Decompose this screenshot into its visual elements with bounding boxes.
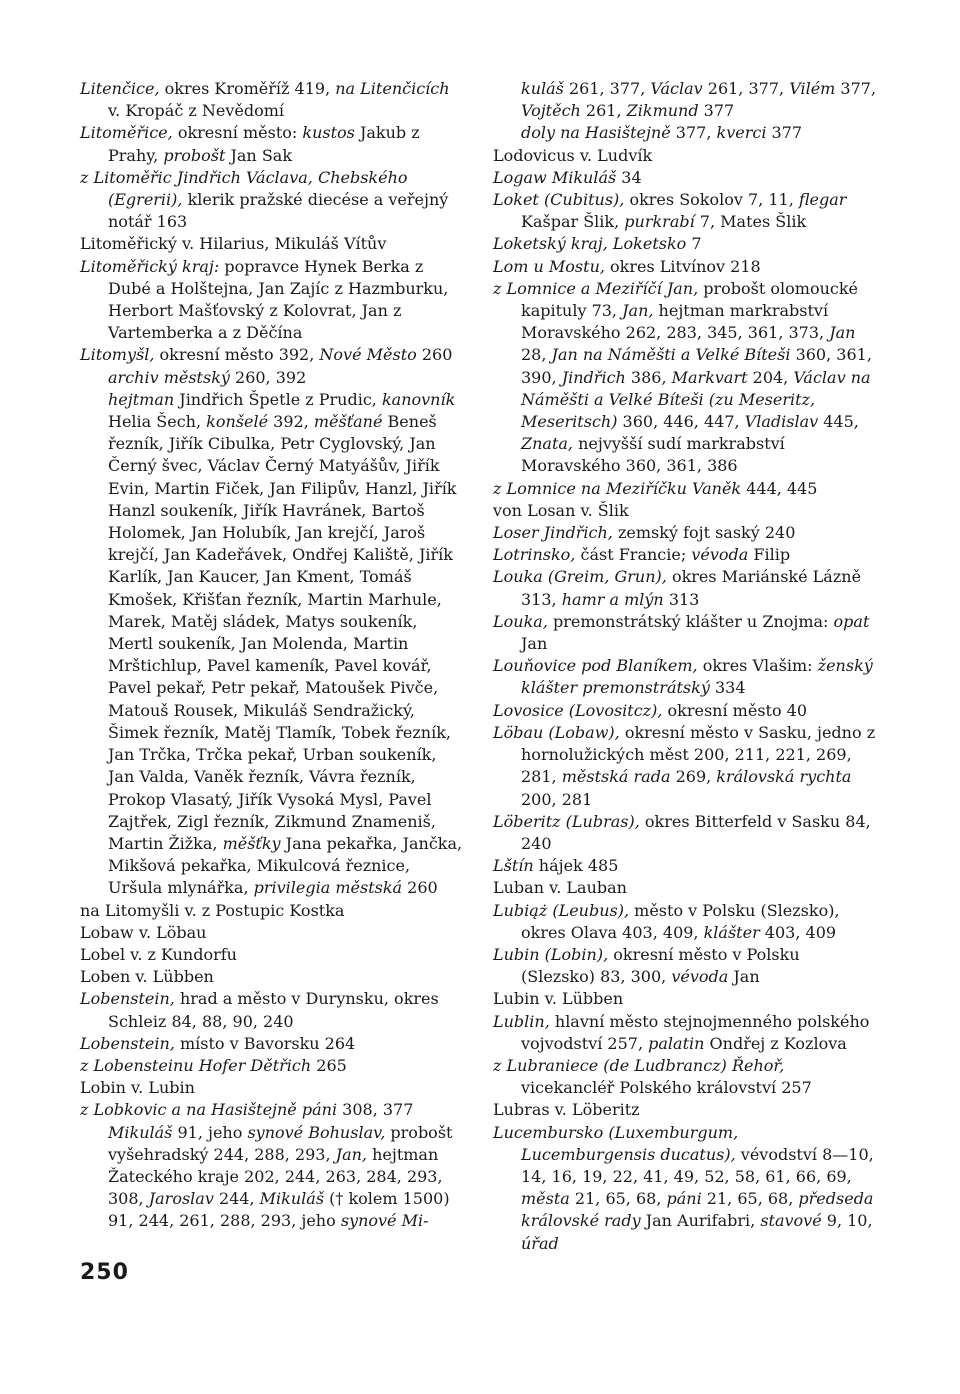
left-index-entry [80, 1055, 464, 1077]
italic-term: probošt [163, 145, 226, 165]
right-index-entry [493, 855, 877, 877]
entry-text: 334 [709, 678, 746, 698]
right-index-entry [493, 877, 877, 899]
italic-term: hejtman [108, 389, 175, 409]
italic-term: z Lobkovic a na Hasištejně páni [80, 1100, 338, 1120]
italic-term: Lublin, [493, 1011, 550, 1031]
right-index-entry [493, 544, 877, 566]
entry-text: 7 [686, 234, 702, 254]
entry-text: Lubras v. Löberitz [493, 1100, 640, 1120]
right-index-entry [493, 522, 877, 544]
right-column [493, 78, 877, 1255]
italic-term: z Litoměřic Jindřich Václava, Chebského (Egrerii), [80, 167, 408, 210]
italic-term: Vilém [789, 79, 836, 98]
italic-term: Jan, [335, 1144, 367, 1164]
entry-text: 360, 446, 447, [617, 412, 745, 432]
left-index-entry [80, 122, 464, 166]
right-index-entry [493, 811, 877, 855]
italic-term: Loser Jindřich, [493, 523, 613, 543]
entry-text: 403, 409 [759, 922, 837, 942]
entry-text: 244, [213, 1189, 260, 1209]
right-index-entry [493, 988, 877, 1010]
italic-term: klášter [703, 922, 760, 942]
italic-term: Jan na Náměšti a Velké Bíteši [551, 345, 791, 365]
left-index-entry [80, 344, 464, 366]
entry-text: hájek 485 [533, 856, 619, 876]
entry-text: zemský fojt saský 240 [612, 523, 796, 543]
entry-text: 260 [416, 345, 453, 365]
italic-term: města [521, 1189, 570, 1209]
entry-text: 445, [818, 412, 859, 432]
italic-term: hamr a mlýn [561, 589, 664, 609]
entry-text: vicekancléř Polského království 257 [521, 1078, 812, 1098]
italic-term: z Lomnice a Meziříčí Jan, [493, 278, 699, 298]
entry-text: okres Sokolov 7, 11, [624, 190, 799, 210]
entry-text: 377, [835, 79, 877, 98]
entry-text: popravce Hynek Berka z Dubé a Holštejna, Jan Zajíc z Hazmburku, Herbort Mašťovský z Kolovrat, Jan z Vartemberka a z Děčína [108, 256, 449, 343]
entry-text: okres Vlašim: [697, 656, 818, 676]
right-index-entry [493, 500, 877, 522]
right-index-entry [493, 944, 877, 988]
italic-term: Louňovice pod Blaníkem, [493, 656, 698, 676]
right-index-entry [493, 722, 877, 811]
italic-term: kuláš [521, 79, 564, 98]
italic-term: kanovník [381, 389, 456, 409]
italic-term: předseda královské rady [521, 1189, 874, 1231]
right-index-entry [493, 478, 877, 500]
entry-text: 260, 392 [229, 367, 307, 387]
entry-text: 7, Mates Šlik [694, 212, 807, 232]
italic-term: opat [833, 611, 870, 631]
italic-term: Mikuláš [108, 1122, 173, 1142]
entry-text: Jan [521, 634, 548, 654]
italic-term: Jaroslav [148, 1189, 214, 1209]
italic-term: Jindřich [561, 367, 626, 387]
entry-text: 377 [766, 123, 803, 143]
entry-text: 260 [402, 878, 438, 898]
italic-term: Lubin (Lobin), [493, 944, 609, 964]
italic-term: Znata, [521, 434, 574, 454]
entry-text: 21, 65, 68, [701, 1189, 799, 1209]
left-index-entry [80, 1077, 464, 1099]
italic-term: synové Bohuslav, [247, 1122, 386, 1142]
left-index-entry [80, 167, 464, 234]
italic-term: na Litenčicích [335, 79, 450, 98]
entry-text: Luban v. Lauban [493, 878, 627, 898]
entry-text: Jana pekařka, Jančka, Mikšová pekařka, Mikulcová řeznice, Uršula mlynářka, [108, 833, 463, 898]
entry-text: Ondřej z Kozlova [704, 1033, 847, 1053]
italic-term: Lucembursko (Luxemburgum, Lucemburgensis ducatus), [493, 1122, 739, 1164]
italic-term: měšťky [222, 833, 281, 853]
entry-text: Lodovicus v. Ludvík [493, 145, 653, 165]
entry-text: 261, 377, [702, 79, 790, 98]
entry-text: Beneš řezník, Jiřík Cibulka, Petr Cyglovský, Jan Černý švec, Václav Černý Matyášův, Jiřík Evin, Martin Fiček, Jan Filipův, Hanzl, Jiřík Hanzl soukeník, Jiřík Havránek, Bartoš Holomek, Jan Holubík, Jan krejčí, Jaroš krejčí, Jan Kadeřávek, Ondřej Kaliště, Jiřík Karlík, Jan Kaucer, Jan Kment, Tomáš Kmošek, Křišťan řezník, Martin Marhule, Marek, Matěj sládek, Matys soukeník, Mertl soukeník, Jan Molenda, Martin Mrštichlup, Pavel kameník, Pavel kovář, Pavel pekař, Petr pekař, Matoušek Pivče, Matouš Rousek, Mikuláš Sendražický, Šimek řezník, Matěj Tlamík, Tobek řezník, Jan Trčka, Trčka pekař, Urban soukeník, Jan Valda, Vaněk řezník, Vávra řezník, Prokop Vlasatý, Jiřík Vysoká Mysl, Pavel Zajtřek, Zigl řezník, Zikmund Znameniš, Martin Žižka, [108, 412, 457, 853]
italic-term: královská rychta [716, 767, 852, 787]
entry-text: 392, [268, 412, 314, 432]
entry-text: Lobaw v. Löbau [80, 922, 207, 942]
italic-term: Václav [650, 79, 703, 98]
entry-text: hejtman Žateckého kraje 202, 244, 263, 284, 293, 308, [108, 1144, 443, 1209]
entry-text: okres Litvínov 218 [604, 256, 761, 276]
entry-text: premonstrátský klášter u Znojma: [547, 611, 834, 631]
left-index-entry [80, 1033, 464, 1055]
italic-term: Loketský kraj, Loketsko [493, 234, 687, 254]
entry-text: 386, [625, 367, 672, 387]
italic-term: Litoměřice, [80, 123, 173, 143]
entry-text: část Francie; [575, 545, 692, 565]
entry-text: okresní město 392, [154, 345, 320, 365]
entry-text: Filip [748, 545, 791, 565]
left-index-entry [80, 988, 464, 1032]
italic-term: Jan, [622, 301, 654, 321]
italic-term: Jan [829, 323, 856, 343]
entry-text: Loben v. Lübben [80, 967, 214, 987]
entry-text: probošt olomoucké kapituly 73, [521, 278, 859, 321]
italic-term: konšelé [206, 412, 269, 432]
entry-text: 265 [311, 1055, 347, 1075]
italic-term: páni [666, 1189, 702, 1209]
entry-text: na Litomyšli v. z Postupic Kostka [80, 900, 345, 920]
entry-text: okresní město: [172, 123, 303, 143]
right-index-entry [493, 278, 877, 478]
left-column [80, 78, 464, 1233]
entry-text: Litoměřický v. Hilarius, Mikuláš Vítův [80, 234, 387, 254]
italic-term: Lom u Mostu, [493, 256, 605, 276]
entry-text: 91, jeho [172, 1122, 248, 1142]
italic-term: Löbau (Lobaw), [493, 722, 620, 742]
right-index-entry [493, 1055, 877, 1099]
entry-text: 313 [663, 589, 700, 609]
italic-term: purkrabí [624, 212, 695, 232]
italic-term: Lotrinsko, [493, 545, 576, 565]
entry-text: 28, [521, 345, 552, 365]
italic-term: Loket (Cubitus), [493, 190, 625, 210]
italic-term: synové Mi- [340, 1211, 429, 1231]
entry-text: Jan Sak [225, 145, 293, 165]
italic-term: Louka (Greim, Grun), [493, 567, 667, 587]
entry-text: nejvyšší sudí markrabství Moravského 360, 361, 386 [521, 434, 785, 476]
italic-term: Markvart [671, 367, 748, 387]
entry-text: hejtman markrabství Moravského 262, 283, 345, 361, 373, [521, 301, 830, 343]
italic-term: Litoměřický kraj: [80, 256, 220, 276]
italic-term: Litenčice, [80, 79, 160, 98]
italic-term: úřad [521, 1233, 559, 1253]
entry-text: 261, 377, [563, 79, 651, 98]
entry-text: okresní město v Polsku (Slezsko) 83, 300, [521, 944, 800, 987]
right-index-entry [493, 256, 877, 278]
left-index-subentry [80, 389, 464, 900]
entry-text: okres Mariánské Lázně 313, [521, 567, 862, 609]
entry-text: okresní město v Sasku, jedno z hornolužických měst 200, 211, 221, 269, 281, [521, 722, 876, 787]
italic-term: městská rada [561, 767, 671, 787]
italic-term: flegar [798, 190, 847, 210]
italic-term: Lštín [493, 856, 534, 876]
entry-text: von Losan v. Šlik [493, 500, 629, 520]
entry-text: Lobel v. z Kundorfu [80, 944, 237, 964]
entry-text: 200, 281 [521, 789, 593, 809]
entry-text: 444, 445 [741, 478, 818, 498]
italic-term: kustos [302, 123, 355, 143]
italic-term: vévoda [691, 545, 749, 565]
entry-text: 269, [670, 767, 717, 787]
italic-term: z Lubraniece (de Ludbrancz) Řehoř, [493, 1055, 785, 1075]
entry-text: 261, [580, 101, 627, 121]
italic-term: Löberitz (Lubras), [493, 811, 640, 831]
italic-term: vévoda [671, 967, 729, 987]
entry-text: klerik pražské diecése a veřejný notář 163 [108, 190, 449, 232]
right-index-entry [493, 566, 877, 610]
italic-term: Louka, [493, 611, 548, 631]
right-index-entry [493, 700, 877, 722]
left-index-entry [80, 944, 464, 966]
entry-text: Kašpar Šlik, [521, 212, 625, 232]
entry-text: okres Bitterfeld v Sasku 84, 240 [521, 811, 871, 853]
entry-text: Lobin v. Lubin [80, 1078, 195, 1098]
entry-text: 34 [616, 167, 642, 187]
entry-text: 21, 65, 68, [569, 1189, 667, 1209]
italic-term: privilegia městská [253, 878, 403, 898]
entry-text: okresní město 40 [662, 700, 808, 720]
italic-term: Lovosice (Lovositcz), [493, 700, 663, 720]
entry-text: probošt vyšehradský 244, 288, 293, [108, 1122, 453, 1164]
left-index-entry [80, 922, 464, 944]
entry-text: 360, 361, 390, [521, 345, 872, 387]
italic-term: stavové [760, 1211, 822, 1231]
italic-term: Nové Město [319, 345, 417, 365]
right-index-entry [493, 1122, 877, 1255]
italic-term: měšťané [313, 412, 383, 432]
entry-text: hrad a město v Durynsku, okres Schleiz 84, 88, 90, 240 [108, 989, 439, 1031]
italic-term: Zikmund [626, 101, 699, 121]
entry-text: 9, 10, [821, 1211, 873, 1231]
right-index-entry [493, 145, 877, 167]
left-index-subentry [80, 367, 464, 389]
entry-text: Jan [728, 967, 760, 987]
italic-term: Lobenstein, [80, 1033, 175, 1053]
italic-term: kverci [716, 123, 767, 143]
right-index-subentry [493, 122, 877, 144]
entry-text: 204, [747, 367, 794, 387]
entry-text: místo v Bavorsku 264 [174, 1033, 356, 1053]
italic-term: Vladislav [744, 412, 819, 432]
italic-term: doly na Hasištejně [521, 123, 671, 143]
right-index-entry [493, 1011, 877, 1055]
italic-term: z Lobensteinu Hofer Dětřich [80, 1055, 312, 1075]
entry-text: hlavní město stejnojmenného polského vojvodství 257, [521, 1011, 870, 1053]
right-index-entry [493, 900, 877, 944]
italic-term: Litomyšl, [80, 345, 155, 365]
entry-text: Jindřich Špetle z Prudic, [174, 389, 382, 409]
italic-term: Lobenstein, [80, 989, 175, 1009]
right-index-subentry [493, 78, 877, 122]
right-index-entry [493, 1099, 877, 1121]
right-index-entry [493, 611, 877, 655]
italic-term: palatin [648, 1033, 705, 1053]
left-index-entry [80, 1099, 464, 1121]
left-index-entry [80, 256, 464, 345]
entry-text: 308, 377 [337, 1100, 414, 1120]
italic-term: ženský klášter premonstrátský [521, 656, 873, 698]
italic-term: Vojtěch [521, 101, 581, 121]
right-index-entry [493, 233, 877, 255]
page-number: 250 [80, 1260, 129, 1285]
entry-text: Jakub z Prahy, [108, 123, 420, 165]
entry-text: Jan Aurifabri, [640, 1211, 761, 1231]
left-index-subentry [80, 1122, 464, 1233]
italic-term: archiv městský [108, 367, 230, 387]
entry-text: Helia Šech, [108, 412, 207, 432]
entry-text: vévodství 8—10, 14, 16, 19, 22, 41, 49, 52, 58, 61, 66, 69, [521, 1144, 874, 1186]
left-index-entry [80, 78, 464, 122]
entry-text: Lubin v. Lübben [493, 989, 624, 1009]
left-index-entry [80, 900, 464, 922]
italic-term: Mikuláš [259, 1189, 325, 1209]
left-index-entry [80, 233, 464, 255]
entry-text: († kolem 1500) 91, 244, 261, 288, 293, jeho [108, 1189, 450, 1231]
right-index-entry [493, 189, 877, 233]
entry-text: 377, [670, 123, 717, 143]
entry-text: okres Kroměříž 419, [159, 79, 336, 98]
italic-term: z Lomnice na Meziříčku Vaněk [493, 478, 742, 498]
left-index-entry [80, 966, 464, 988]
italic-term: Logaw Mikuláš [493, 167, 617, 187]
italic-term: Václav na Náměšti a Velké Bíteši (zu Meseritz, Meseritsch) [521, 367, 871, 432]
entry-text: 377 [698, 101, 735, 121]
entry-text: město v Polsku (Slezsko), okres Olava 403, 409, [521, 900, 840, 942]
right-index-entry [493, 167, 877, 189]
italic-term: Lubiąż (Leubus), [493, 900, 630, 920]
entry-text: v. Kropáč z Nevědomí [108, 101, 285, 121]
right-index-entry [493, 655, 877, 699]
